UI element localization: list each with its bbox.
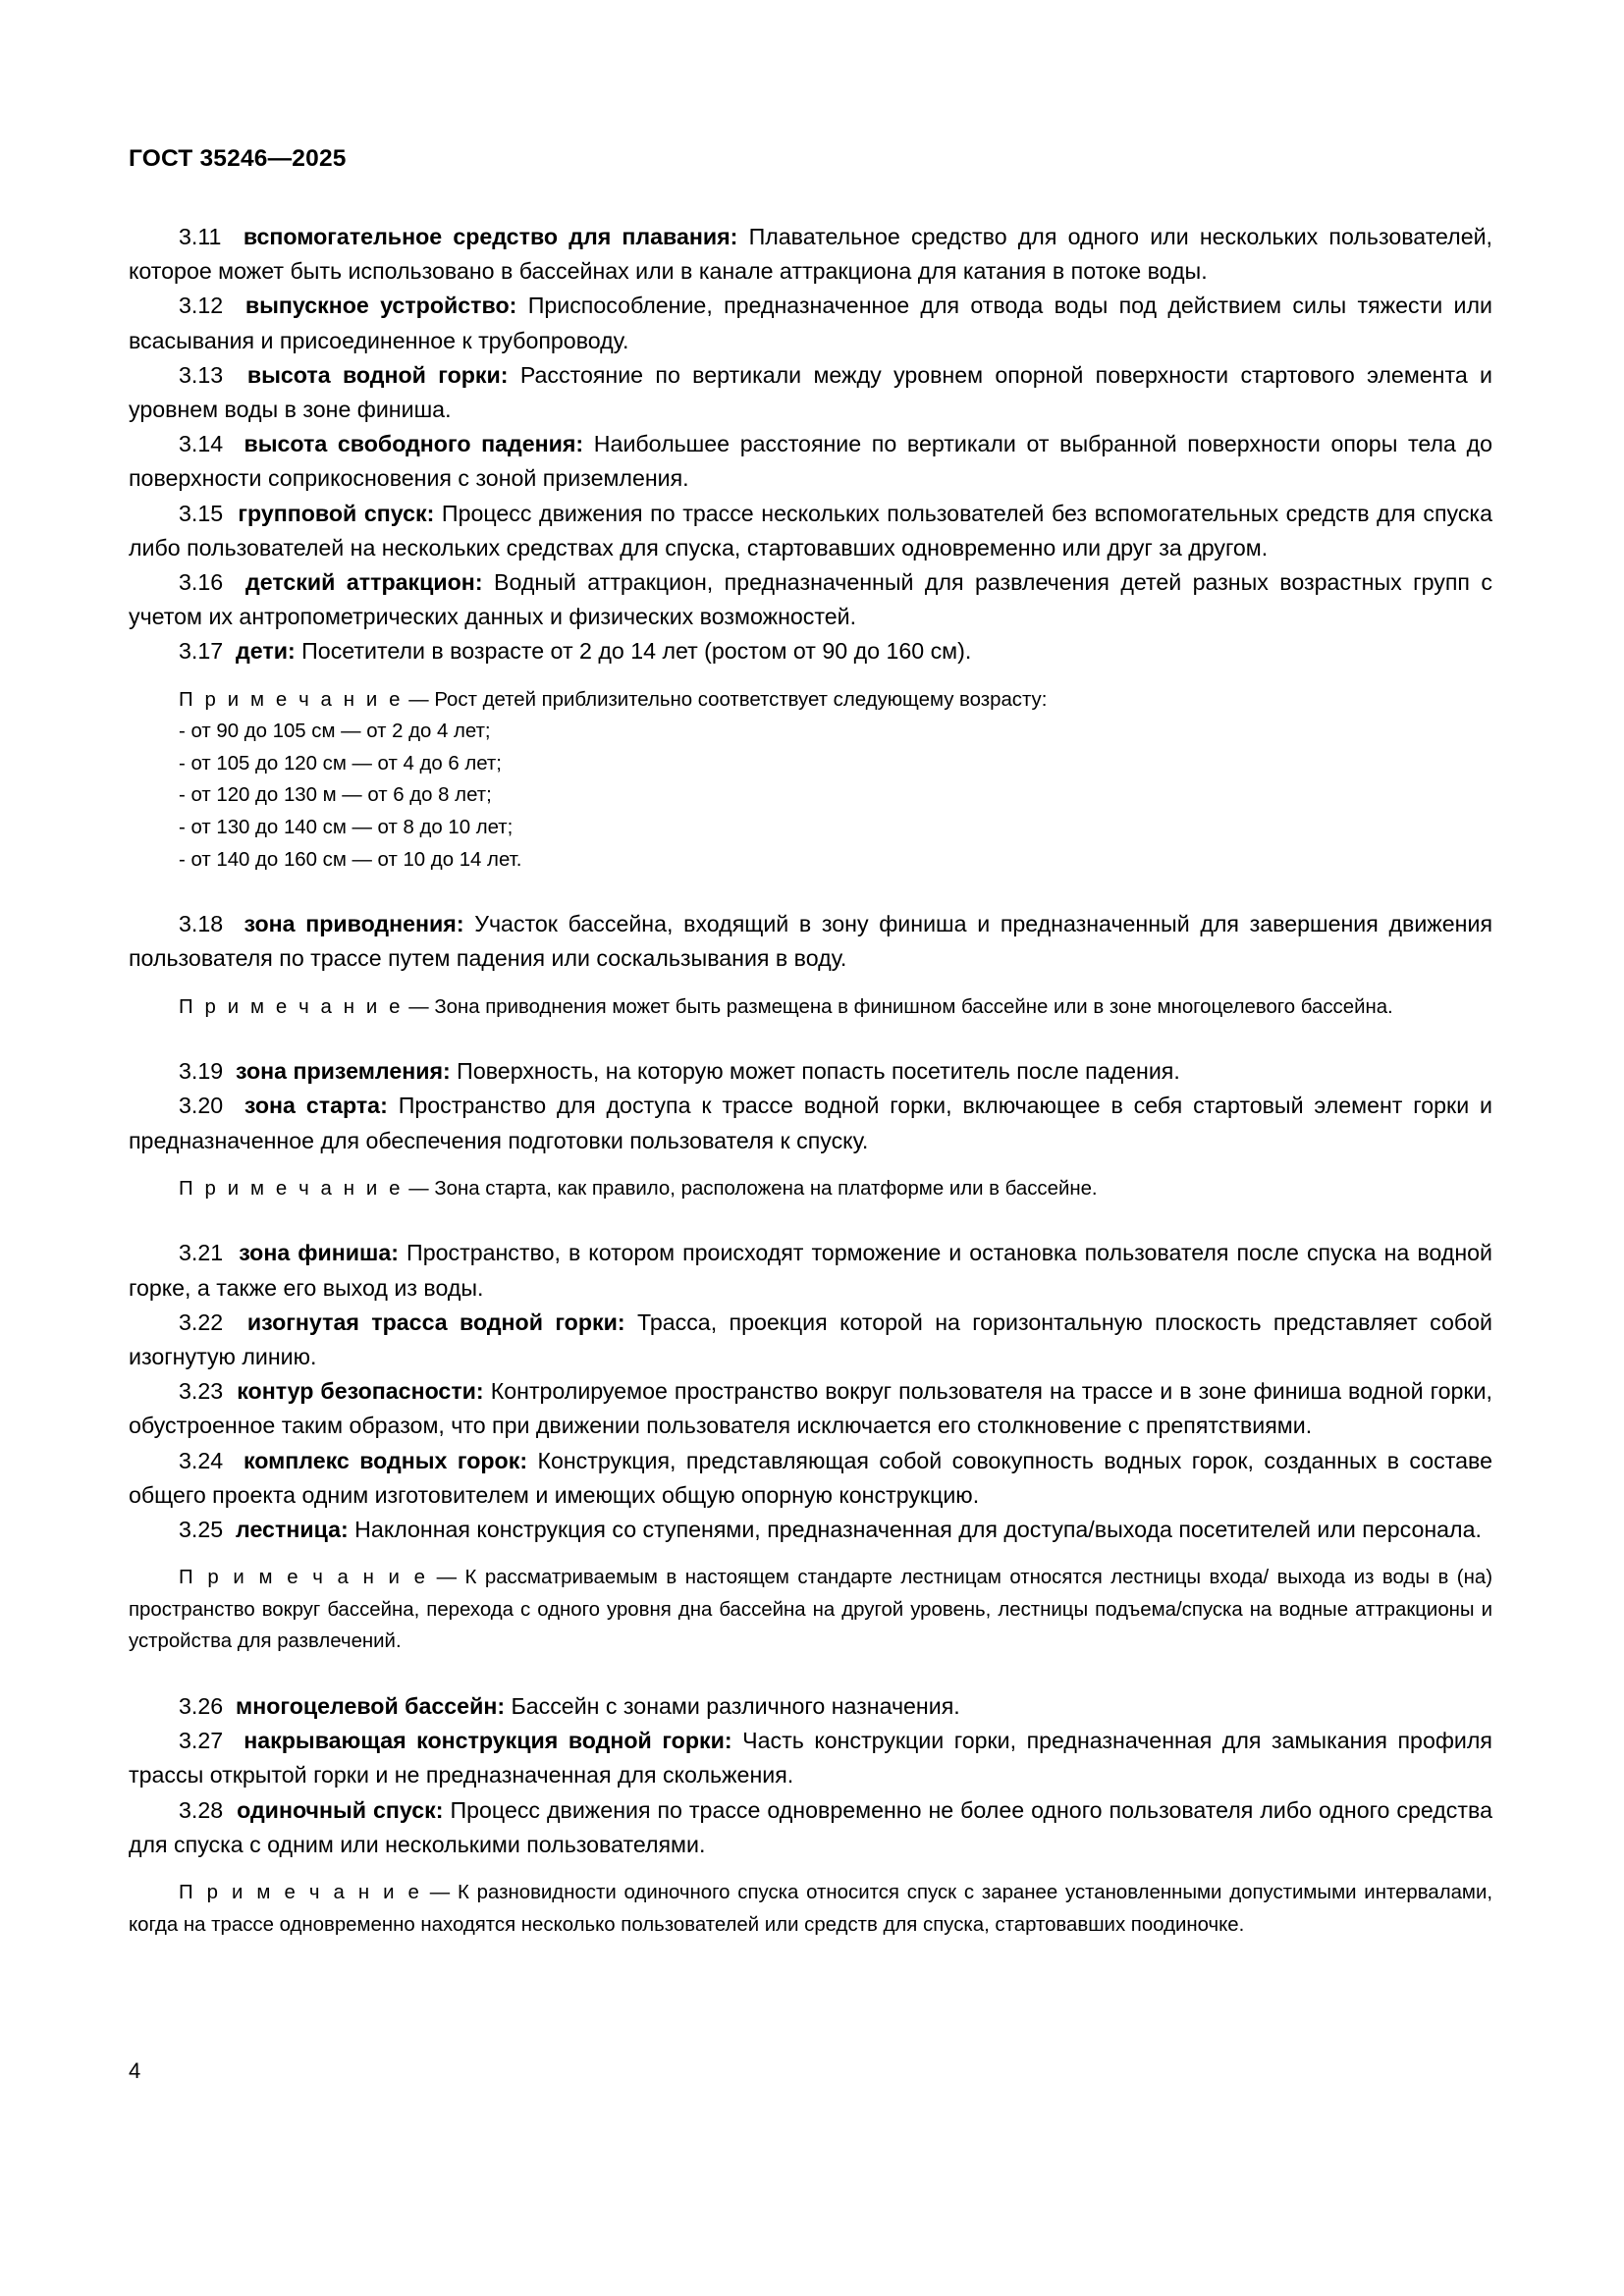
note-start-zone	[129, 1158, 1492, 1221]
list-item: - от 140 до 160 см — от 10 до 14 лет.	[179, 848, 522, 871]
clause-term: зона приземления:	[236, 1058, 451, 1085]
document-body	[129, 220, 1492, 1941]
clause-3-11	[129, 220, 1492, 289]
clause-3-24	[129, 1444, 1492, 1513]
clause-text: Поверхность, на которую может попасть посетитель после падения.	[450, 1058, 1180, 1085]
clause-text: Участок бассейна, входящий в зону финиша и предназначенный для завершения движения пользователя по трассе путем падения или соскальзывания в воду.	[129, 911, 1492, 972]
clause-text: Наклонная конструкция со ступенями, предназначенная для доступа/выхода посетителей или персонала.	[348, 1517, 1482, 1543]
clause-text: Процесс движения по трассе одновременно не более одного пользователя либо одного средства для спуска с одним или несколькими пользователями.	[129, 1796, 1492, 1857]
note-text: К разновидности одиночного спуска относится спуск с заранее установленными допустимыми интервалами, когда на трассе одновременно находятся несколько пользователей или средств для спуска, стартовавших поодиночке.	[129, 1882, 1493, 1936]
note-label: П р и м е ч а н и е	[179, 1567, 429, 1589]
note-dash: —	[403, 1177, 435, 1200]
note-single-descent	[129, 1862, 1492, 1941]
clause-number: 3.16	[179, 569, 224, 596]
clause-text: Часть конструкции горки, предназначенная для замыкания профиля трассы открытой горки и не предназначенная для скольжения.	[129, 1728, 1492, 1789]
clause-term: комплекс водных горок:	[243, 1447, 528, 1473]
clause-3-12	[129, 289, 1492, 357]
note-text: Рост детей приблизительно соответствует следующему возрасту:	[434, 688, 1048, 711]
note-children-heights	[129, 669, 1492, 717]
note-dash: —	[428, 1567, 465, 1589]
note-landing-zone	[129, 977, 1492, 1040]
clause-number: 3.28	[179, 1796, 224, 1823]
clause-3-25	[129, 1513, 1492, 1547]
children-height-list	[129, 716, 1492, 891]
clause-term: высота водной горки:	[246, 361, 509, 388]
clause-text: Контролируемое пространство вокруг пользователя на трассе и в зоне финиша водной горки, обустроенное таким образом, что при движении пользователя исключается его столкновение с препятствиями.	[129, 1378, 1492, 1439]
clause-number: 3.15	[179, 500, 224, 526]
clause-3-16	[129, 565, 1492, 634]
clause-term: изогнутая трасса водной горки:	[246, 1308, 625, 1335]
clause-3-26	[129, 1689, 1492, 1724]
clause-number: 3.20	[179, 1093, 224, 1119]
clause-text: Плавательное средство для одного или нескольких пользователей, которое может быть использовано в бассейнах или в канале аттракциона для катания в потоке воды.	[129, 224, 1492, 285]
clause-number: 3.13	[179, 361, 224, 388]
clause-text: Приспособление, предназначенное для отвода воды под действием силы тяжести или всасывания и присоединенное к трубопроводу.	[129, 293, 1492, 353]
clause-number: 3.27	[179, 1728, 224, 1754]
clause-term: накрывающая конструкция водной горки:	[244, 1728, 732, 1754]
clause-3-19	[129, 1054, 1492, 1089]
clause-number: 3.22	[179, 1308, 224, 1335]
list-item: - от 105 до 120 см — от 4 до 6 лет;	[179, 752, 502, 774]
clause-3-28	[129, 1793, 1492, 1862]
clause-number: 3.26	[179, 1693, 224, 1720]
clause-term: многоцелевой бассейн:	[236, 1693, 506, 1720]
clause-number: 3.18	[179, 911, 224, 937]
note-label: П р и м е ч а н и е	[179, 995, 404, 1018]
clause-3-27	[129, 1724, 1492, 1792]
clause-term: выпускное устройство:	[244, 293, 517, 319]
clause-text: Трасса, проекция которой на горизонтальную плоскость представляет собой изогнутую линию.	[129, 1308, 1492, 1370]
clause-text: Пространство для доступа к трассе водной горки, включающее в себя стартовый элемент горки и предназначенное для обеспечения подготовки пользователя к спуску.	[129, 1093, 1492, 1153]
note-dash: —	[421, 1882, 458, 1904]
note-label: П р и м е ч а н и е	[179, 1882, 422, 1904]
clause-term: одиночный спуск:	[237, 1796, 444, 1823]
clause-number: 3.19	[179, 1058, 224, 1085]
clause-text: Процесс движения по трассе нескольких пользователей без вспомогательных средств для спуска либо пользователей на нескольких средствах для спуска, стартовавших одновременно или друг за другом.	[129, 500, 1492, 561]
note-label: П р и м е ч а н и е	[179, 688, 404, 711]
clause-number: 3.11	[179, 224, 222, 249]
clause-3-14	[129, 427, 1492, 496]
note-label: П р и м е ч а н и е	[179, 1177, 404, 1200]
clause-3-17	[129, 634, 1492, 668]
clause-number: 3.21	[179, 1240, 224, 1266]
clause-3-13	[129, 358, 1492, 427]
clause-text: Посетители в возрасте от 2 до 14 лет (ростом от 90 до 160 см).	[295, 638, 972, 665]
clause-3-23	[129, 1374, 1492, 1443]
clause-text: Бассейн с зонами различного назначения.	[505, 1693, 960, 1720]
note-text: Зона старта, как правило, расположена на платформе или в бассейне.	[434, 1177, 1098, 1200]
note-text: К рассматриваемым в настоящем стандарте лестницам относятся лестницы входа/ выхода из воды в (на) пространство вокруг бассейна, перехода с одного уровня дна бассейна на другой уровень, лестницы подъема/спуска на водные аттракционы и устройства для развлечений.	[129, 1567, 1492, 1653]
note-dash: —	[403, 995, 435, 1018]
clause-3-20	[129, 1089, 1492, 1157]
clause-term: зона старта:	[244, 1093, 388, 1119]
clause-number: 3.25	[179, 1517, 224, 1543]
clause-number: 3.17	[179, 638, 224, 665]
clause-term: высота свободного падения:	[244, 431, 584, 457]
clause-term: дети:	[236, 638, 296, 665]
clause-3-22	[129, 1306, 1492, 1374]
clause-text: Пространство, в котором происходят торможение и остановка пользователя после спуска на водной горке, а также его выход из воды.	[129, 1240, 1492, 1301]
clause-3-18	[129, 907, 1492, 976]
clause-text: Водный аттракцион, предназначенный для развлечения детей разных возрастных групп с учетом их антропометрических данных и физических возможностей.	[129, 569, 1492, 630]
clause-term: вспомогательное средство для плавания:	[243, 224, 738, 249]
clause-term: зона финиша:	[239, 1240, 399, 1266]
note-dash: —	[403, 688, 435, 711]
clause-text: Конструкция, представляющая собой совокупность водных горок, созданных в составе общего проекта одним изготовителем и имеющих общую опорную конструкцию.	[129, 1447, 1492, 1508]
clause-3-15	[129, 497, 1492, 565]
list-item: - от 90 до 105 см — от 2 до 4 лет;	[179, 721, 491, 743]
clause-term: групповой спуск:	[238, 500, 435, 526]
clause-term: контур безопасности:	[237, 1378, 484, 1405]
clause-text: Наибольшее расстояние по вертикали от выбранной поверхности опоры тела до поверхности соприкосновения с зоной приземления.	[129, 431, 1492, 492]
clause-term: лестница:	[236, 1517, 349, 1543]
clause-number: 3.12	[179, 293, 224, 319]
page-number: 4	[129, 2058, 141, 2083]
clause-number: 3.24	[179, 1447, 224, 1473]
clause-term: зона приводнения:	[244, 911, 464, 937]
note-text: Зона приводнения может быть размещена в финишном бассейне или в зоне многоцелевого бассейна.	[434, 995, 1393, 1018]
clause-number: 3.23	[179, 1378, 224, 1405]
list-item: - от 120 до 130 м — от 6 до 8 лет;	[179, 784, 492, 807]
running-head: ГОСТ 35246—2025	[129, 145, 347, 172]
clause-3-21	[129, 1236, 1492, 1305]
list-item: - от 130 до 140 см — от 8 до 10 лет;	[179, 817, 514, 839]
note-stairs	[129, 1547, 1492, 1674]
clause-text: Расстояние по вертикали между уровнем опорной поверхности стартового элемента и уровнем воды в зоне финиша.	[129, 361, 1493, 423]
clause-number: 3.14	[179, 431, 224, 457]
clause-term: детский аттракцион:	[245, 569, 483, 596]
